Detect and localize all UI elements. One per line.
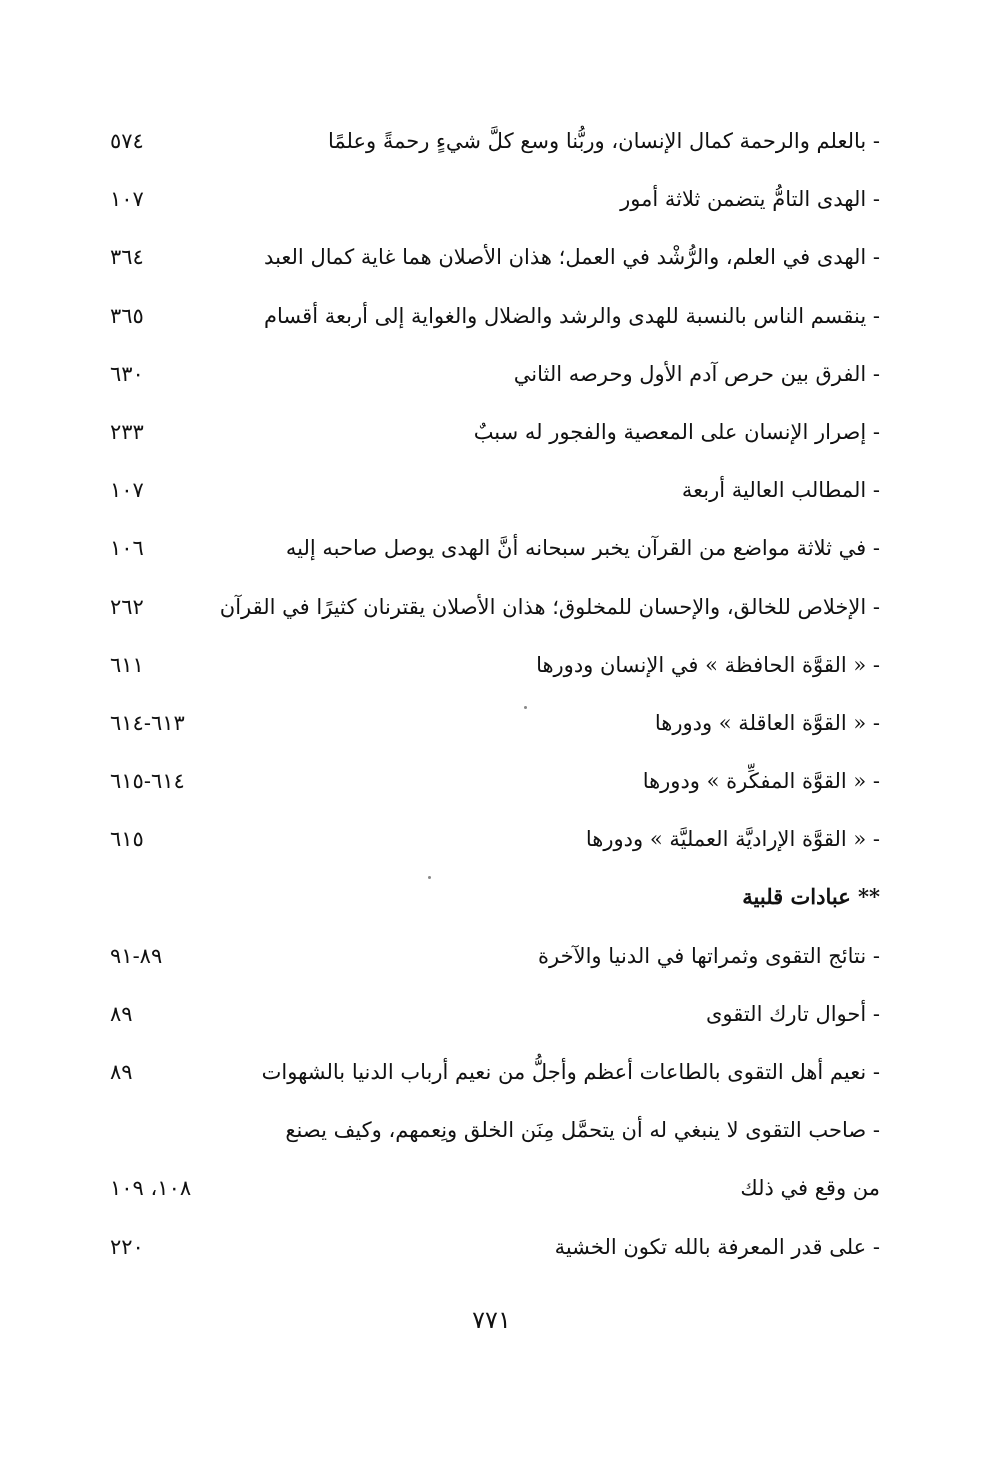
entry-page-number: ٦١٥ <box>110 827 144 852</box>
index-entry-continuation <box>100 1159 880 1217</box>
index-entry <box>100 1101 880 1159</box>
section-heading <box>100 868 880 926</box>
entry-text: - الهدى في العلم، والرُّشْد في العمل؛ هذان الأصلان هما غاية كمال العبد <box>264 245 880 270</box>
stray-mark <box>428 876 431 879</box>
entry-page-number: ٨٩ <box>110 1060 133 1084</box>
index-entry <box>100 752 880 810</box>
index-entry <box>100 927 880 985</box>
index-entry <box>100 403 880 461</box>
entry-page-number: ٢٣٣ <box>110 419 144 444</box>
index-entry <box>100 578 880 636</box>
index-entry <box>100 170 880 228</box>
entry-text: - المطالب العالية أربعة <box>681 478 880 503</box>
index-entry <box>100 112 880 170</box>
entry-text: - إصرار الإنسان على المعصية والفجور له سببٌ <box>473 419 880 444</box>
entry-page-number: ٥٧٤ <box>110 129 144 153</box>
entry-text: - في ثلاثة مواضع من القرآن يخبر سبحانه أنَّ الهدى يوصل صاحبه إليه <box>285 536 880 561</box>
index-entry <box>100 1043 880 1101</box>
entry-text: - الفرق بين حرص آدم الأول وحرصه الثاني <box>513 361 880 386</box>
entry-page-number: ١٠٧ <box>110 187 144 212</box>
index-entry <box>100 810 880 868</box>
entry-text: - الإخلاص للخالق، والإحسان للمخلوق؛ هذان الأصلان يقترنان كثيرًا في القرآن <box>219 594 880 619</box>
entry-text: - صاحب التقوى لا ينبغي له أن يتحمَّل مِنَن الخلق ونِعمهم، وكيف يصنع <box>285 1118 880 1143</box>
section-heading-text: ** عبادات قلبية <box>742 884 880 910</box>
index-entry <box>100 345 880 403</box>
index-entry <box>100 228 880 286</box>
entry-page-number: ٣٦٥ <box>110 303 144 328</box>
entry-page-number: ٦١١ <box>110 652 144 677</box>
footer-page-number: ٧٧١ <box>472 1306 511 1334</box>
stray-mark <box>524 706 527 709</box>
entry-text: من وقع في ذلك <box>740 1176 880 1201</box>
entry-text: - نتائج التقوى وثمراتها في الدنيا والآخرة <box>538 943 880 968</box>
index-entry <box>100 287 880 345</box>
index-entry <box>100 519 880 577</box>
entry-text: - ينقسم الناس بالنسبة للهدى والرشد والضلال والغواية إلى أربعة أقسام <box>264 303 880 328</box>
entry-text: - نعيم أهل التقوى بالطاعات أعظم وأجلُّ من نعيم أرباب الدنيا بالشهوات <box>261 1060 880 1084</box>
index-entry <box>100 636 880 694</box>
entry-text: - أحوال تارك التقوى <box>705 1001 880 1026</box>
entry-page-number: ١٠٦ <box>110 536 144 561</box>
entry-page-number: ٦١٣-٦١٤ <box>110 710 185 735</box>
entry-page-number: ٦٣٠ <box>110 361 144 386</box>
entry-text: - « القوَّة العاقلة » ودورها <box>654 710 880 735</box>
entry-page-number: ٣٦٤ <box>110 245 144 270</box>
entry-text: - « القوَّة الإراديَّة العمليَّة » ودورها <box>585 827 880 852</box>
entry-text: - « القوَّة المفكِّرة » ودورها <box>642 769 880 794</box>
index-list <box>100 112 880 1276</box>
index-entry <box>100 461 880 519</box>
index-entry <box>100 985 880 1043</box>
entry-page-number: ٦١٤-٦١٥ <box>110 769 185 794</box>
entry-page-number: ٢٢٠ <box>110 1234 144 1259</box>
entry-page-number: ١٠٨، ١٠٩ <box>110 1176 192 1201</box>
entry-text: - الهدى التامُّ يتضمن ثلاثة أمور <box>620 187 880 212</box>
index-entry <box>100 1218 880 1276</box>
entry-text: - « القوَّة الحافظة » في الإنسان ودورها <box>536 652 880 677</box>
entry-page-number: ٨٩ <box>110 1001 133 1026</box>
entry-page-number: ٢٦٢ <box>110 594 144 619</box>
index-entry <box>100 694 880 752</box>
entry-text: - بالعلم والرحمة كمال الإنسان، وربُّنا وسع كلَّ شيءٍ رحمةً وعلمًا <box>327 129 880 153</box>
entry-page-number: ٨٩-٩١ <box>110 943 163 968</box>
entry-text: - على قدر المعرفة بالله تكون الخشية <box>554 1234 880 1259</box>
entry-page-number: ١٠٧ <box>110 478 144 503</box>
